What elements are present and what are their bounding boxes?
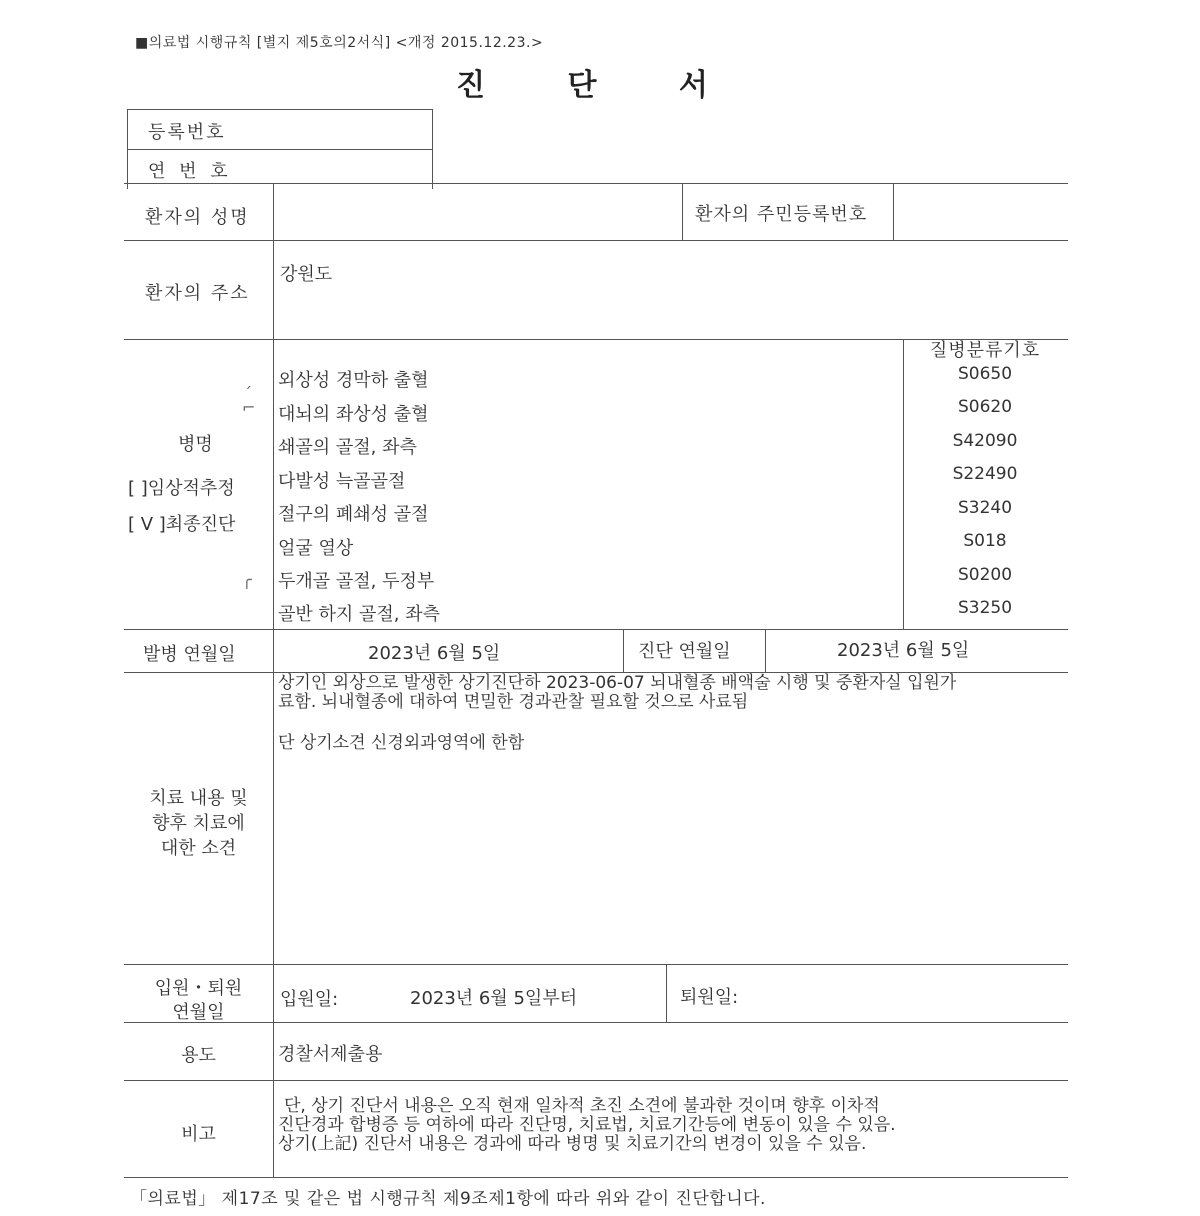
admission-date-label: 입원일:	[280, 989, 339, 1010]
treatment-label-line: 치료 내용 및	[149, 788, 248, 809]
diagnosis-name: 두개골 골절, 두정부	[278, 571, 435, 592]
check-mark: ⌐	[242, 398, 256, 417]
diagnosis-code: S0650	[957, 364, 1013, 384]
diagnosis-name: 외상성 경막하 출혈	[278, 370, 429, 391]
clinical-estimate-label: [ ]임상적추정	[128, 478, 235, 499]
label-column-divider	[273, 183, 274, 1177]
code-header: 질병분류기호	[929, 340, 1041, 361]
onset-date-value: 2023년 6월 5일	[368, 643, 501, 664]
diagnosis-label: 병명	[178, 434, 213, 455]
diagnosis-code: S3240	[957, 498, 1013, 518]
reg-box-top	[127, 109, 433, 110]
document-title: 진 단 서	[456, 68, 744, 103]
row-line-8	[124, 1080, 1068, 1081]
purpose-value: 경찰서제출용	[278, 1044, 383, 1065]
treatment-text-line: 단 상기소견 신경외과영역에 한함	[278, 733, 525, 753]
diagnosis-code: S0620	[957, 397, 1013, 417]
remarks-text-line: 단, 상기 진단서 내용은 오직 현재 일차적 초진 소견에 불과한 것이며 향후 이차적	[284, 1096, 880, 1116]
diagnosis-name: 다발성 늑골골절	[278, 471, 406, 492]
remarks-text-line: 상기(上記) 진단서 내용은 경과에 따라 병명 및 치료기간의 변경이 있을 수 있음.	[278, 1134, 867, 1154]
treatment-text-line: 상기인 외상으로 발생한 상기진단하 2023-06-07 뇌내혈종 배액술 시행 및 중환자실 입원가	[278, 673, 957, 693]
diagnosis-name: 대뇌의 좌상성 출혈	[278, 404, 429, 425]
diagnosis-name: 쇄골의 골절, 좌측	[278, 437, 417, 458]
discharge-date-label: 퇴원일:	[680, 987, 739, 1008]
reg-box-mid	[127, 149, 433, 150]
row-line-1	[124, 183, 1068, 184]
diag-value-divider	[765, 629, 766, 672]
admission-label-line: 연월일	[172, 1002, 225, 1023]
diagnosis-code: S0200	[957, 565, 1013, 585]
treatment-text-line: 료함. 뇌내혈종에 대하여 면밀한 경과관찰 필요할 것으로 사료됨	[278, 692, 749, 712]
check-mark: ╭	[242, 570, 252, 589]
admission-date-value: 2023년 6월 5일부터	[410, 988, 578, 1009]
name-rrn-divider	[682, 183, 683, 240]
check-mark: ˏ	[244, 370, 252, 389]
patient-rrn-label: 환자의 주민등록번호	[695, 204, 868, 225]
reg-no-label: 등록번호	[148, 122, 226, 143]
patient-address-value: 강원도	[280, 264, 333, 285]
remarks-label: 비고	[181, 1124, 216, 1145]
diagnosis-date-value: 2023년 6월 5일	[837, 640, 970, 661]
form-reference: ■의료법 시행규칙 [별지 제5호의2서식] <개정 2015.12.23.>	[135, 35, 544, 51]
diagnosis-name: 절구의 폐쇄성 골절	[278, 504, 429, 525]
admission-label-line: 입원・퇴원	[154, 978, 243, 999]
admit-discharge-divider	[666, 964, 667, 1022]
treatment-label-line: 대한 소견	[160, 838, 237, 859]
diagnosis-date-label: 진단 연월일	[638, 641, 731, 662]
diagnosis-name: 얼굴 열상	[278, 538, 354, 559]
reg-box-left	[127, 109, 128, 189]
serial-label: 연 번 호	[148, 161, 232, 182]
reg-box-right	[432, 109, 433, 189]
footer-statement: 「의료법」 제17조 및 같은 법 시행규칙 제9조제1항에 따라 위와 같이 진단합니다.	[130, 1189, 766, 1209]
purpose-label: 용도	[181, 1045, 216, 1066]
rrn-value-divider	[893, 183, 894, 240]
diagnosis-code: S42090	[952, 431, 1018, 451]
onset-diag-divider	[623, 629, 624, 672]
row-line-2	[124, 240, 1068, 241]
treatment-label-line: 향후 치료에	[152, 813, 245, 834]
row-line-4	[124, 629, 1068, 630]
code-column-divider	[903, 339, 904, 629]
final-diagnosis-label: [ V ]최종진단	[128, 514, 236, 535]
row-line-9	[124, 1177, 1068, 1178]
diagnosis-code: S3250	[957, 598, 1013, 618]
onset-date-label: 발병 연월일	[143, 644, 236, 665]
patient-name-label: 환자의 성명	[145, 207, 250, 228]
row-line-6	[124, 964, 1068, 965]
remarks-text-line: 진단경과 합병증 등 여하에 따라 진단명, 치료법, 치료기간등에 변동이 있을 수 있음.	[278, 1115, 896, 1135]
diagnosis-code: S018	[963, 531, 1007, 551]
diagnosis-name: 골반 하지 골절, 좌측	[278, 604, 440, 625]
diagnosis-code: S22490	[952, 464, 1018, 484]
patient-address-label: 환자의 주소	[145, 283, 250, 304]
